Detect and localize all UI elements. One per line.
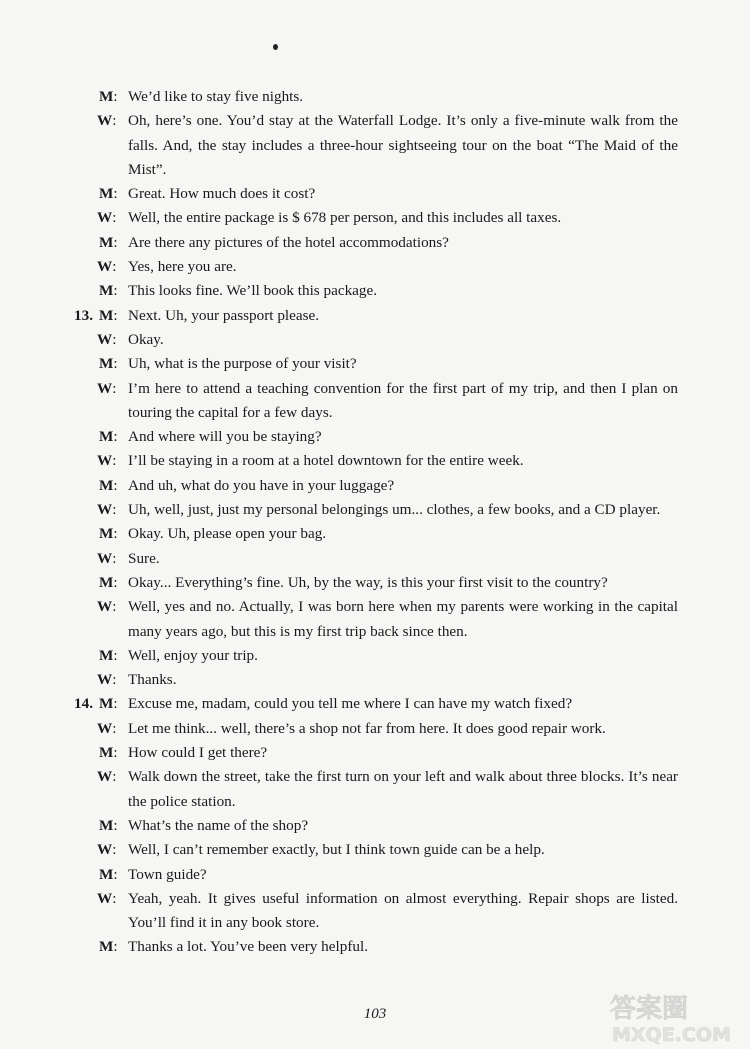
dialogue-line	[0, 595, 678, 644]
speaker-label: M:	[99, 816, 118, 834]
dialogue-line	[0, 425, 678, 449]
dialogue-line	[0, 838, 678, 862]
utterance-text: And uh, what do you have in your luggage?	[128, 476, 395, 494]
speaker-label: M:	[99, 355, 118, 373]
speaker-letter: M	[99, 938, 114, 956]
speaker-letter: M	[99, 88, 114, 105]
speaker-letter: W	[97, 258, 113, 276]
speaker-letter: W	[97, 671, 113, 689]
speaker-letter: W	[97, 379, 113, 397]
utterance-text: And where will you be staying?	[128, 428, 322, 446]
speaker-letter: W	[97, 330, 113, 348]
utterance-text: I’m here to attend a teaching convention for the first part of my trip, and then I plan on touring the capital for a few days.	[128, 379, 678, 421]
dialogue-line	[0, 182, 678, 206]
ink-dot	[273, 44, 278, 50]
speaker-label: M:	[99, 695, 118, 713]
dialogue-line	[0, 85, 678, 109]
speaker-letter: M	[99, 744, 114, 762]
utterance-text: Uh, what is the purpose of your visit?	[128, 355, 357, 373]
speaker-label: M:	[99, 744, 118, 762]
speaker-letter: W	[97, 501, 113, 519]
speaker-label: W:	[97, 719, 117, 737]
speaker-label: M:	[99, 88, 118, 105]
speaker-letter: W	[97, 209, 113, 227]
dialogue-line	[0, 692, 678, 716]
dialogue-line	[0, 765, 678, 814]
speaker-label: W:	[97, 889, 117, 907]
speaker-letter: M	[99, 306, 114, 324]
speaker-label: M:	[99, 185, 118, 203]
speaker-letter: M	[99, 233, 114, 251]
speaker-label: M:	[99, 573, 118, 591]
speaker-letter: M	[99, 428, 114, 446]
utterance-text: Well, enjoy your trip.	[128, 646, 258, 664]
speaker-letter: W	[97, 889, 113, 907]
speaker-letter: W	[97, 549, 113, 567]
speaker-label: M:	[99, 865, 118, 883]
utterance-text: Thanks.	[128, 671, 177, 689]
speaker-letter: M	[99, 816, 114, 834]
speaker-letter: W	[97, 768, 113, 786]
utterance-text: Well, I can’t remember exactly, but I think town guide can be a help.	[128, 841, 545, 859]
speaker-label: W:	[97, 671, 117, 689]
speaker-letter: W	[97, 598, 113, 616]
speaker-letter: W	[97, 719, 113, 737]
dialogue-transcript	[0, 85, 750, 960]
dialogue-line	[0, 352, 678, 376]
page-number: 103	[363, 1006, 387, 1022]
utterance-text: We’d like to stay five nights.	[128, 88, 304, 105]
dialogue-line	[0, 717, 678, 741]
speaker-label: W:	[97, 841, 117, 859]
speaker-letter: M	[99, 865, 114, 883]
utterance-text: Okay. Uh, please open your bag.	[128, 525, 327, 543]
dialogue-line	[0, 547, 678, 571]
dialogue-line	[0, 571, 678, 595]
speaker-label: M:	[99, 525, 118, 543]
speaker-letter: M	[99, 355, 114, 373]
speaker-letter: W	[97, 112, 113, 130]
speaker-label: M:	[99, 646, 118, 664]
dialogue-line	[0, 231, 678, 255]
speaker-label: W:	[97, 209, 117, 227]
utterance-text: What’s the name of the shop?	[128, 816, 309, 834]
speaker-label: W:	[97, 112, 117, 130]
speaker-letter: M	[99, 476, 114, 494]
speaker-label: M:	[99, 233, 118, 251]
dialogue-line	[0, 109, 678, 182]
speaker-letter: M	[99, 525, 114, 543]
speaker-letter: M	[99, 573, 114, 591]
dialogue-line	[0, 863, 678, 887]
dialogue-line	[0, 255, 678, 279]
speaker-label: W:	[97, 549, 117, 567]
utterance-text: Well, yes and no. Actually, I was born here when my parents were working in the capital many years ago, but this is my first trip back since then.	[128, 598, 678, 640]
speaker-label: W:	[97, 258, 117, 276]
utterance-text: Great. How much does it cost?	[128, 185, 316, 203]
watermark-cn: 答案圈	[610, 994, 689, 1024]
speaker-letter: M	[99, 185, 114, 203]
speaker-letter: W	[97, 841, 113, 859]
dialogue-line	[0, 741, 678, 765]
speaker-label: W:	[97, 501, 117, 519]
speaker-label: W:	[97, 598, 117, 616]
utterance-text: Town guide?	[128, 865, 207, 883]
utterance-text: Walk down the street, take the first turn on your left and walk about three blocks. It’s near the police station.	[128, 768, 678, 810]
dialogue-line	[0, 304, 678, 328]
dialogue-line	[0, 206, 678, 230]
speaker-label: M:	[99, 476, 118, 494]
dialogue-line	[0, 644, 678, 668]
utterance-text: Oh, here’s one. You’d stay at the Waterfall Lodge. It’s only a five-minute walk from the falls. And, the stay includes a three-hour sightseeing tour on the boat “The Maid of the Mist”.	[128, 112, 678, 178]
dialogue-line	[0, 377, 678, 426]
dialogue-line	[0, 449, 678, 473]
dialogue-line	[0, 279, 678, 303]
dialogue-line	[0, 668, 678, 692]
utterance-text: Okay... Everything’s fine. Uh, by the way, is this your first visit to the country?	[128, 573, 608, 591]
utterance-text: Sure.	[128, 549, 160, 567]
dialogue-line	[0, 935, 678, 959]
speaker-letter: W	[97, 452, 113, 470]
utterance-text: Next. Uh, your passport please.	[128, 306, 320, 324]
speaker-label: W:	[97, 452, 117, 470]
speaker-label: M:	[99, 938, 118, 956]
utterance-text: Let me think... well, there’s a shop not far from here. It does good repair work.	[128, 719, 606, 737]
speaker-letter: M	[99, 646, 114, 664]
speaker-label: M:	[99, 428, 118, 446]
utterance-text: Yeah, yeah. It gives useful information on almost everything. Repair shops are listed. You’ll find it in any book store.	[128, 889, 678, 932]
dialogue-line	[0, 522, 678, 546]
speaker-letter: M	[99, 282, 114, 300]
speaker-label: W:	[97, 379, 117, 397]
utterance-text: Yes, here you are.	[128, 258, 237, 276]
dialogue-line	[0, 474, 678, 498]
speaker-label: W:	[97, 768, 117, 786]
watermark-logo	[606, 987, 744, 1045]
utterance-text: Excuse me, madam, could you tell me where I can have my watch fixed?	[128, 695, 573, 713]
utterance-text: I’ll be staying in a room at a hotel downtown for the entire week.	[128, 452, 524, 470]
dialogue-line	[0, 498, 678, 522]
speaker-label: M:	[99, 282, 118, 300]
question-number: 14.	[74, 695, 93, 713]
utterance-text: Are there any pictures of the hotel accommodations?	[128, 233, 449, 251]
dialogue-line	[0, 814, 678, 838]
utterance-text: How could I get there?	[128, 744, 268, 762]
utterance-text: Uh, well, just, just my personal belongings um... clothes, a few books, and a CD player.	[128, 501, 661, 519]
question-number: 13.	[74, 306, 93, 324]
utterance-text: Thanks a lot. You’ve been very helpful.	[128, 938, 368, 956]
speaker-letter: M	[99, 695, 114, 713]
speaker-label: W:	[97, 330, 117, 348]
utterance-text: Well, the entire package is $ 678 per person, and this includes all taxes.	[128, 209, 562, 227]
speaker-label: M:	[99, 306, 118, 324]
dialogue-line	[0, 328, 678, 352]
dialogue-line	[0, 887, 678, 936]
watermark-en: MXQE.COM	[612, 1024, 731, 1045]
utterance-text: Okay.	[128, 330, 164, 348]
utterance-text: This looks fine. We’ll book this package.	[128, 282, 378, 300]
